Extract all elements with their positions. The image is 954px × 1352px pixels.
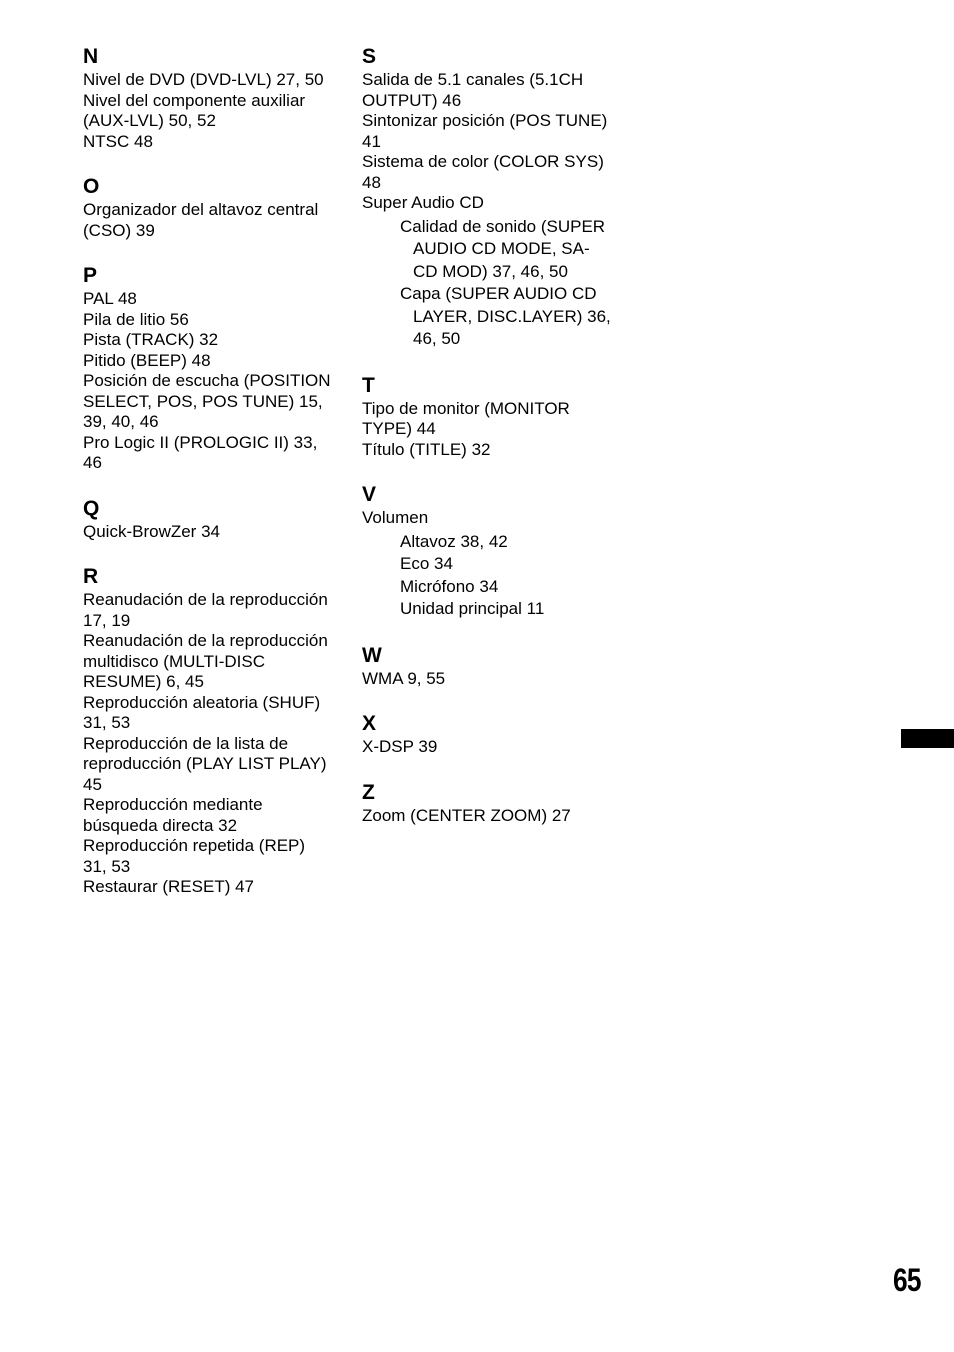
index-entry: Pitido (BEEP) 48 — [83, 350, 211, 370]
index-entry: Reanudación de la reproducción multidisco (MULTI-DISC RESUME) 6, 45 — [83, 631, 328, 691]
section-letter: O — [83, 175, 100, 198]
index-section-s — [362, 44, 612, 351]
page-number: 65 — [893, 1262, 921, 1298]
section-letter: N — [83, 45, 99, 68]
index-entry: Pista (TRACK) 32 — [83, 330, 219, 349]
index-entry: Reproducción repetida (REP) 31, 53 — [83, 836, 306, 876]
index-entry: Reanudación de la reproducción 17, 19 — [83, 590, 328, 630]
index-subentry: Unidad principal 11 — [400, 599, 545, 618]
index-entry: Organizador del altavoz central (CSO) 39 — [83, 200, 319, 240]
index-subentry: Altavoz 38, 42 — [400, 531, 508, 551]
index-entry: Quick-BrowZer 34 — [83, 521, 220, 541]
index-column-right — [362, 44, 612, 848]
section-letter: S — [362, 45, 377, 68]
index-entry: WMA 9, 55 — [362, 668, 446, 688]
index-section-x — [362, 711, 612, 758]
section-letter: R — [83, 565, 99, 588]
index-entry: Sistema de color (COLOR SYS) 48 — [362, 152, 604, 192]
index-subentry: Eco 34 — [400, 554, 453, 573]
index-entry: Posición de escucha (POSITION SELECT, POS, POS TUNE) 15, 39, 40, 46 — [83, 371, 331, 431]
index-entry: Sintonizar posición (POS TUNE) 41 — [362, 111, 608, 151]
index-entry: X-DSP 39 — [362, 737, 438, 756]
index-entry: Tipo de monitor (MONITOR TYPE) 44 — [362, 398, 570, 438]
index-column-left — [83, 44, 333, 920]
index-entry: Pro Logic II (PROLOGIC II) 33, 46 — [83, 432, 318, 472]
section-letter: Q — [83, 496, 100, 520]
section-letter: X — [362, 712, 377, 735]
index-entry: PAL 48 — [83, 289, 137, 308]
section-letter: T — [362, 373, 375, 397]
index-entry: Salida de 5.1 canales (5.1CH OUTPUT) 46 — [362, 70, 584, 110]
index-entry: Super Audio CD — [362, 193, 484, 212]
index-section-v — [362, 482, 612, 621]
index-entry: Reproducción de la lista de reproducción (PLAY LIST PLAY) 45 — [83, 733, 327, 794]
index-section-w — [362, 643, 612, 690]
index-subentry: Micrófono 34 — [400, 576, 499, 596]
index-entry: Restaurar (RESET) 47 — [83, 877, 254, 896]
section-letter: W — [362, 643, 382, 667]
index-entry: Reproducción aleatoria (SHUF) 31, 53 — [83, 692, 321, 732]
section-letter: P — [83, 264, 98, 287]
index-entry: Volumen — [362, 508, 429, 527]
index-entry: Reproducción mediante búsqueda directa 32 — [83, 795, 263, 835]
index-section-o — [83, 174, 333, 241]
index-subentry: Capa (SUPER AUDIO CD LAYER, DISC.LAYER) 36, 46, 50 — [400, 284, 611, 348]
index-entry: Pila de litio 56 — [83, 309, 189, 329]
index-entry: Nivel del componente auxiliar (AUX-LVL) 50, 52 — [83, 90, 306, 130]
index-subentries — [362, 531, 612, 621]
index-section-t — [362, 373, 612, 461]
index-section-z — [362, 780, 612, 827]
index-section-q — [83, 496, 333, 543]
index-entry: NTSC 48 — [83, 131, 153, 151]
thumb-index-tab — [901, 729, 954, 748]
index-section-p — [83, 263, 333, 474]
index-entry: Título (TITLE) 32 — [362, 439, 491, 459]
index-entry: Zoom (CENTER ZOOM) 27 — [362, 805, 571, 825]
index-subentries — [362, 216, 612, 351]
index-entry: Nivel de DVD (DVD-LVL) 27, 50 — [83, 70, 324, 89]
index-section-n — [83, 44, 333, 152]
index-section-r — [83, 564, 333, 898]
section-letter: V — [362, 483, 377, 506]
index-subentry: Calidad de sonido (SUPER AUDIO CD MODE, SA-CD MOD) 37, 46, 50 — [400, 216, 606, 281]
section-letter: Z — [362, 780, 375, 804]
